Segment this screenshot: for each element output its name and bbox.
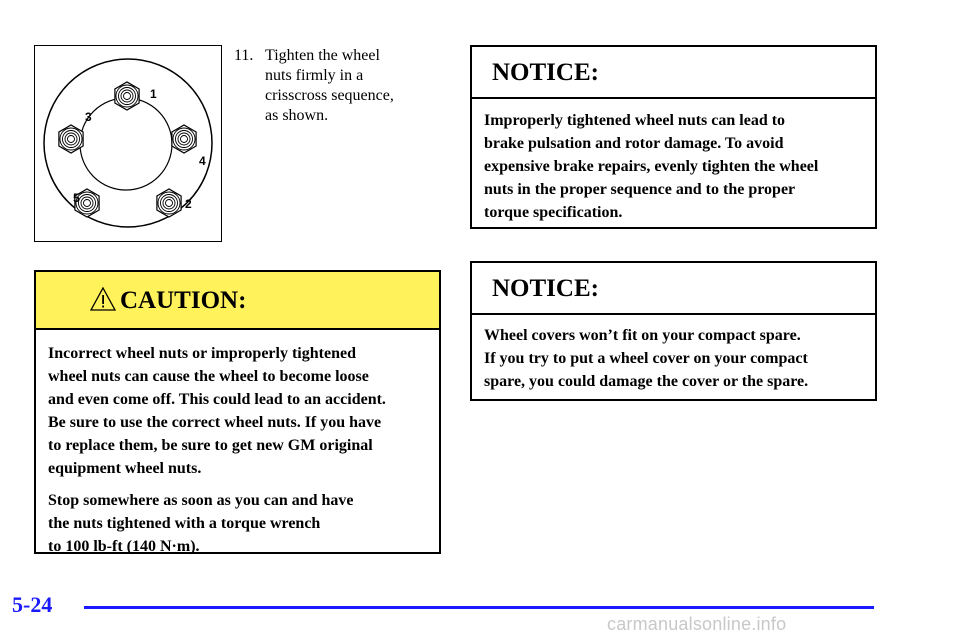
- notice-line: nuts in the proper sequence and to the proper: [484, 181, 796, 198]
- wheel-hub-diagram: [35, 46, 221, 241]
- caution-paragraph: [48, 489, 427, 558]
- caution-line: and even come off. This could lead to an accident.: [48, 391, 386, 408]
- caution-line: Incorrect wheel nuts or improperly tightened: [48, 345, 356, 362]
- notice-body: [472, 315, 875, 393]
- lug-sequence-label: 2: [185, 197, 192, 211]
- lug-sequence-label: 4: [199, 154, 206, 168]
- site-watermark: carmanualsonline.info: [607, 614, 787, 634]
- lug-nut-icon: [157, 189, 181, 217]
- caution-paragraph: [48, 342, 427, 480]
- caution-line: to 100 lb-ft (140 N·m).: [48, 538, 200, 555]
- caution-title: CAUTION:: [120, 287, 247, 314]
- step-text-line: as shown.: [265, 107, 329, 124]
- notice-line: Wheel covers won’t fit on your compact spare.: [484, 327, 801, 344]
- page-number: 5-24: [12, 592, 53, 617]
- notice-box-wheel-covers: [470, 261, 877, 401]
- caution-line: Stop somewhere as soon as you can and have: [48, 492, 354, 509]
- caution-line: the nuts tightened with a torque wrench: [48, 515, 321, 532]
- caution-line: wheel nuts can cause the wheel to become loose: [48, 368, 369, 385]
- notice-box-wheel-nuts: [470, 45, 877, 229]
- step-number: 11.: [234, 47, 254, 64]
- caution-body: [36, 330, 439, 558]
- lug-nut-icon: [172, 125, 196, 153]
- lug-sequence-label: 3: [85, 110, 92, 124]
- lug-nut-sequence-figure: [34, 45, 222, 242]
- caution-header: [36, 272, 439, 330]
- notice-line: expensive brake repairs, evenly tighten the wheel: [484, 158, 819, 175]
- caution-box: [34, 270, 441, 554]
- notice-line: torque specification.: [484, 204, 623, 221]
- notice-title: NOTICE:: [492, 275, 599, 302]
- warning-triangle-icon: [89, 286, 117, 312]
- notice-body: [472, 99, 875, 224]
- lug-sequence-label: 1: [150, 87, 157, 101]
- hub-center-circle: [80, 98, 172, 190]
- notice-line: If you try to put a wheel cover on your compact: [484, 350, 808, 367]
- notice-header: [472, 263, 875, 315]
- caution-line: Be sure to use the correct wheel nuts. If you have: [48, 414, 382, 431]
- caution-line: to replace them, be sure to get new GM original: [48, 437, 373, 454]
- caution-line: equipment wheel nuts.: [48, 460, 202, 477]
- step-text-line: Tighten the wheel: [265, 47, 380, 64]
- footer-rule: [84, 606, 874, 609]
- step-text-line: nuts firmly in a: [265, 67, 364, 84]
- notice-line: brake pulsation and rotor damage. To avoid: [484, 135, 784, 152]
- notice-paragraph: [484, 324, 863, 393]
- step-instruction: [234, 46, 449, 126]
- lug-nut-icon: [59, 125, 83, 153]
- notice-paragraph: [484, 109, 863, 224]
- notice-line: Improperly tightened wheel nuts can lead to: [484, 112, 786, 129]
- lug-nut-icon: [115, 82, 139, 110]
- notice-line: spare, you could damage the cover or the spare.: [484, 373, 809, 390]
- lug-sequence-label: 5: [73, 191, 80, 205]
- notice-header: [472, 47, 875, 99]
- notice-title: NOTICE:: [492, 59, 599, 86]
- step-text-line: crisscross sequence,: [265, 87, 394, 104]
